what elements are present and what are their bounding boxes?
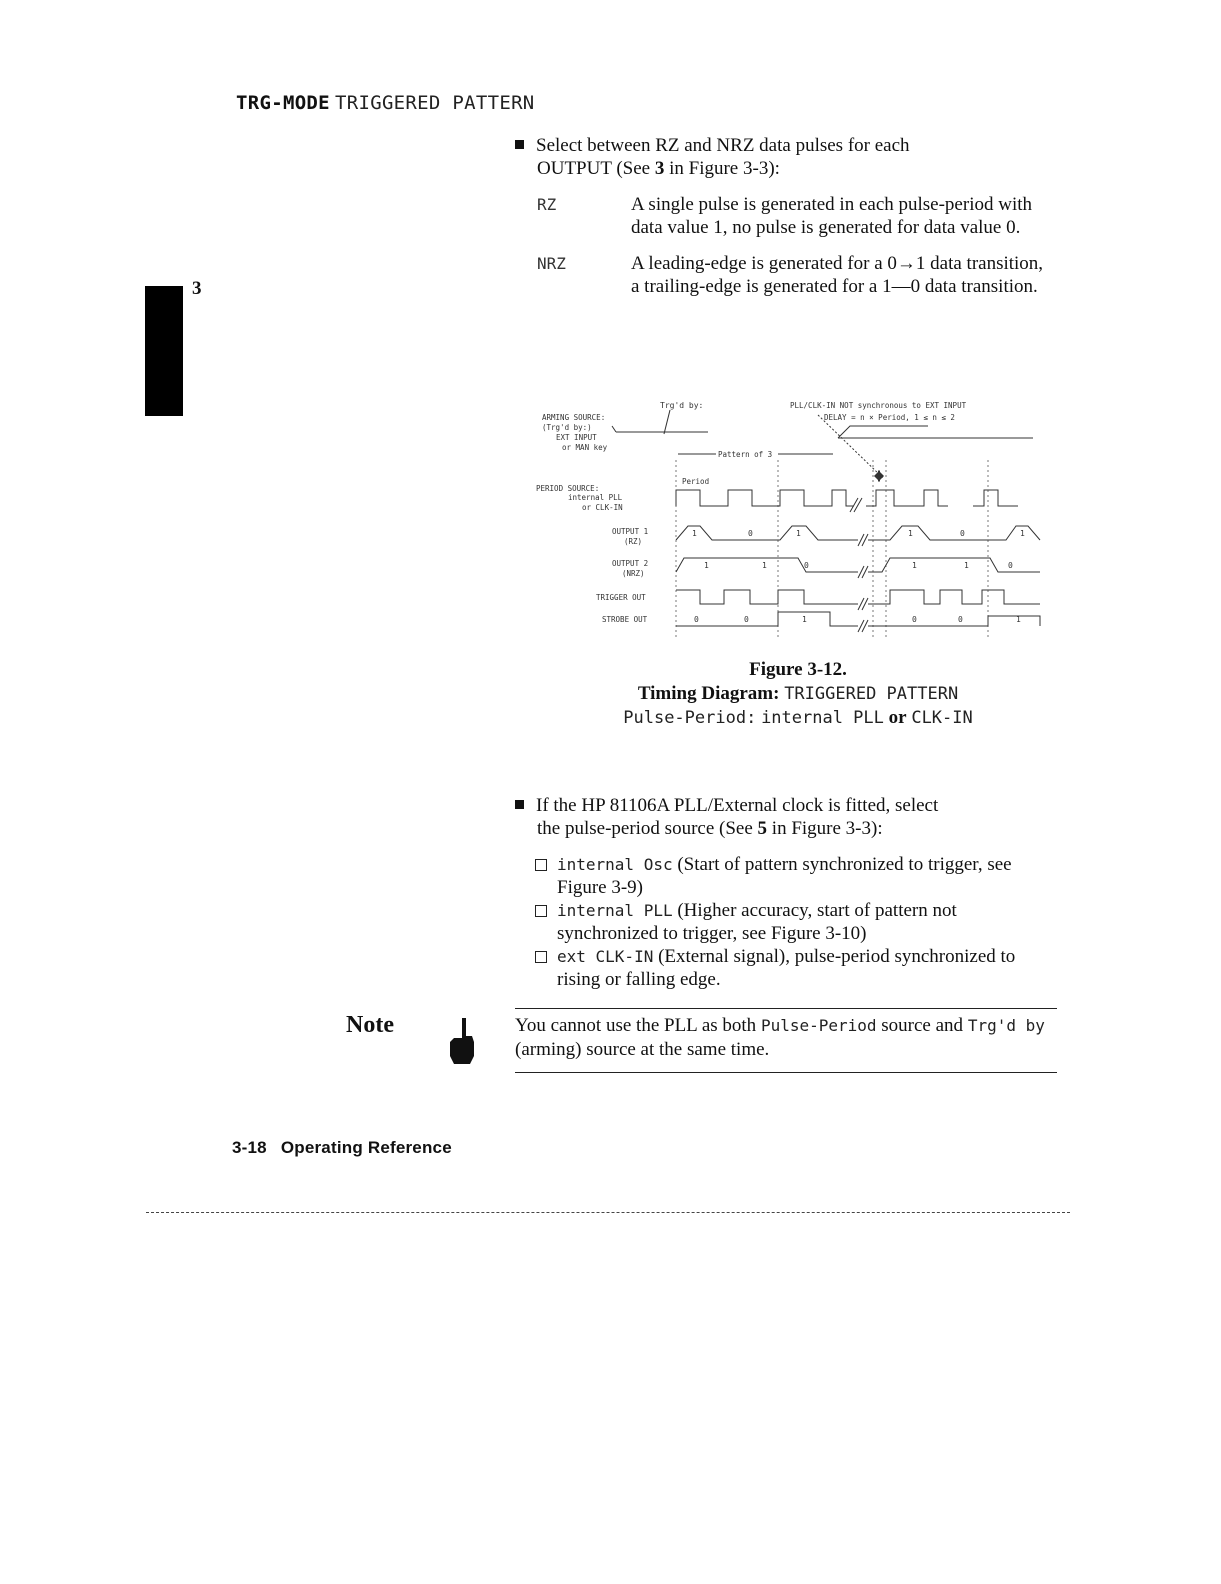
label-ext-input: EXT INPUT xyxy=(556,433,597,442)
note-mono1: Pulse-Period xyxy=(760,1016,877,1035)
output2-waveform xyxy=(676,558,1040,572)
note-post: (arming) source at the same time. xyxy=(515,1039,770,1060)
label-delay-note: DELAY = n × Period, 1 ≤ n ≤ 2 xyxy=(824,413,955,422)
strobe-bit: 0 xyxy=(912,615,917,624)
note-text xyxy=(515,1014,1055,1062)
note-bottom-rule xyxy=(515,1072,1057,1073)
timing-diagram xyxy=(528,390,1068,650)
out1-bit: 0 xyxy=(748,529,753,538)
out1-bit: 1 xyxy=(796,529,801,538)
strobe-bit: 0 xyxy=(694,615,699,624)
label-or-man-key: or MAN key xyxy=(562,443,608,452)
caption-internal-pll: internal PLL xyxy=(761,708,884,728)
strobe-bit: 1 xyxy=(1016,615,1021,624)
trigger-arrow-line xyxy=(664,410,670,434)
note-top-rule xyxy=(515,1008,1057,1009)
caption-pulse-period: Pulse-Period: xyxy=(623,708,757,728)
delay-arrow xyxy=(818,415,883,478)
label-trgd-by: Trg'd by: xyxy=(660,401,704,410)
bullet1-lead: Select between RZ and NRZ data pulses for each xyxy=(536,135,910,156)
figure-caption xyxy=(528,658,1068,730)
definition-term: NRZ xyxy=(537,254,566,273)
chapter-tab-bar xyxy=(145,286,183,416)
label-output1: OUTPUT 1 xyxy=(612,527,649,536)
definition-row xyxy=(537,193,1057,239)
definition-desc: A leading-edge is generated for a 0→1 data transition, a trailing-edge is generated for a 1—0 data transition. xyxy=(631,253,1044,297)
bullet-rz-nrz xyxy=(515,134,1035,180)
bullet2-line1: If the HP 81106A PLL/External clock is fitted, select xyxy=(536,795,939,816)
out1-bit: 1 xyxy=(1020,529,1025,538)
label-trigger-out: TRIGGER OUT xyxy=(596,593,646,602)
label-output2-sub: (NRZ) xyxy=(622,569,645,578)
break-marks xyxy=(850,498,868,632)
out2-bit: 1 xyxy=(912,561,917,570)
label-or-clk-in: or CLK-IN xyxy=(582,503,623,512)
bullet1-line2-bold: 3 xyxy=(654,158,665,179)
out1-bit: 1 xyxy=(692,529,697,538)
note-label: Note xyxy=(346,1012,394,1038)
out1-bit: 0 xyxy=(960,529,965,538)
footer-section: Operating Reference xyxy=(280,1138,452,1157)
output1-waveform xyxy=(676,526,1040,540)
caption-or: or xyxy=(888,707,907,728)
arming-line xyxy=(616,432,1033,438)
definition-list xyxy=(537,193,1057,311)
out2-bit: 0 xyxy=(804,561,809,570)
out2-bit: 0 xyxy=(1008,561,1013,570)
figure-label: Figure 3-12. xyxy=(749,659,847,680)
option-text: (Higher accuracy, start of pattern not synchronized to trigger, see Figure 3-10) xyxy=(557,900,957,944)
list-item xyxy=(535,853,1060,899)
strobe-bit: 1 xyxy=(802,615,807,624)
header-keyword: TRG-MODE xyxy=(236,92,330,114)
strobe-bit: 0 xyxy=(958,615,963,624)
caption-clk-in: CLK-IN xyxy=(911,708,973,728)
bullet-pll-clock xyxy=(515,794,1055,840)
list-item xyxy=(535,899,1060,945)
note-pre: You cannot use the PLL as both xyxy=(515,1015,761,1036)
bullet1-line2-post: in Figure 3-3): xyxy=(664,158,780,179)
strobe-bit: 0 xyxy=(744,615,749,624)
label-arming-source: ARMING SOURCE: xyxy=(542,413,606,422)
label-pll-note: PLL/CLK-IN NOT synchronous to EXT INPUT xyxy=(790,401,967,410)
delay-arrowhead xyxy=(878,470,884,482)
list-item xyxy=(535,945,1060,991)
label-output1-sub: (RZ) xyxy=(624,537,643,546)
option-keyword: internal Osc xyxy=(557,855,673,874)
bullet2-line2-post: in Figure 3-3): xyxy=(767,818,883,839)
bullet2-line2-bold: 5 xyxy=(757,818,768,839)
option-text: (Start of pattern synchronized to trigger, see Figure 3-9) xyxy=(557,854,1012,898)
label-period-source: PERIOD SOURCE: xyxy=(536,484,600,493)
pointing-hand-icon xyxy=(440,1016,480,1066)
note-mono2: Trg'd by xyxy=(967,1016,1045,1035)
note-mid: source and xyxy=(876,1015,968,1036)
definition-row xyxy=(537,252,1057,298)
checkbox-square-icon xyxy=(535,951,547,963)
arming-edge xyxy=(838,426,928,438)
scan-artifact-line xyxy=(146,1212,1070,1213)
label-internal-pll: internal PLL xyxy=(568,493,623,502)
option-text: (External signal), pulse-period synchronized to rising or falling edge. xyxy=(557,946,1016,990)
header-value: TRIGGERED PATTERN xyxy=(334,92,535,114)
label-pattern-of: Pattern of 3 xyxy=(718,450,773,459)
page-number: 3-18 xyxy=(232,1138,267,1157)
bullet2-line2-pre: the pulse-period source (See xyxy=(537,818,758,839)
option-keyword: internal PLL xyxy=(557,901,673,920)
out2-bit: 1 xyxy=(704,561,709,570)
bullet-icon xyxy=(515,140,524,149)
strobe-out-waveform xyxy=(676,612,1040,626)
page-footer xyxy=(232,1138,452,1158)
caption-title-bold: Timing Diagram: xyxy=(637,683,780,704)
checkbox-square-icon xyxy=(535,859,547,871)
option-keyword: ext CLK-IN xyxy=(557,947,654,966)
out1-bit: 1 xyxy=(908,529,913,538)
trigger-out-waveform xyxy=(676,590,1040,604)
guide-lines xyxy=(676,460,988,640)
out2-bit: 1 xyxy=(762,561,767,570)
period-source-options xyxy=(535,853,1060,991)
label-trgd-by-paren: (Trg'd by:) xyxy=(542,423,592,432)
chapter-tab-number: 3 xyxy=(192,278,202,299)
bullet1-line2-pre: OUTPUT (See xyxy=(537,158,655,179)
checkbox-square-icon xyxy=(535,905,547,917)
period-clock-waveform xyxy=(676,490,1018,506)
caption-title-mono: TRIGGERED PATTERN xyxy=(784,684,959,704)
definition-desc: A single pulse is generated in each pulse-period with data value 1, no pulse is generated for data value 0. xyxy=(631,194,1033,238)
label-strobe-out: STROBE OUT xyxy=(602,615,648,624)
bullet-icon xyxy=(515,800,524,809)
label-output2: OUTPUT 2 xyxy=(612,559,649,568)
definition-term: RZ xyxy=(537,195,557,214)
out2-bit: 1 xyxy=(964,561,969,570)
page-header xyxy=(236,92,535,115)
ext-input-arrow xyxy=(612,426,616,432)
label-period: Period xyxy=(682,477,710,486)
